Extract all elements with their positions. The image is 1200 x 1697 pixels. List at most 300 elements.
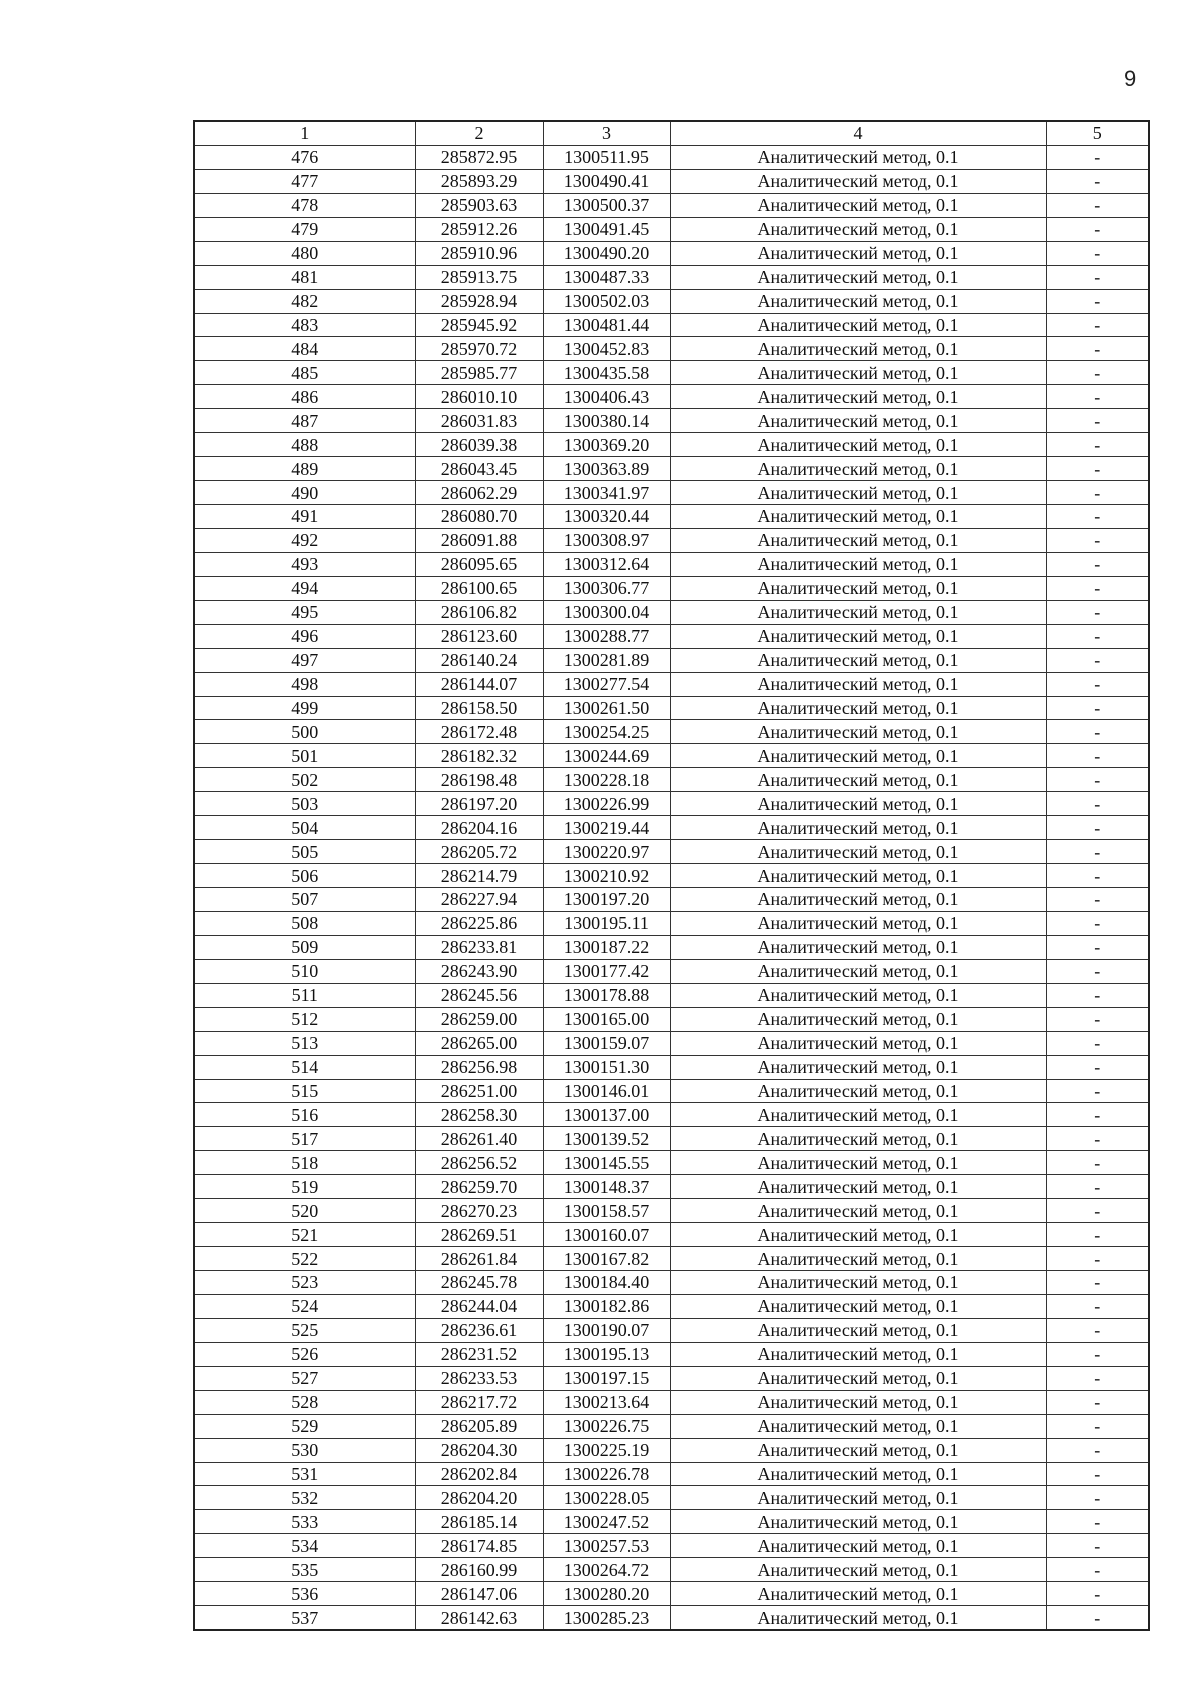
x-coordinate-cell: 285872.95 <box>415 145 543 169</box>
point-number-cell: 517 <box>194 1127 415 1151</box>
note-cell: - <box>1046 959 1149 983</box>
method-cell: Аналитический метод, 0.1 <box>670 911 1046 935</box>
method-cell: Аналитический метод, 0.1 <box>670 792 1046 816</box>
point-number-cell: 516 <box>194 1103 415 1127</box>
x-coordinate-cell: 286245.56 <box>415 983 543 1007</box>
y-coordinate-cell: 1300160.07 <box>543 1223 670 1247</box>
method-cell: Аналитический метод, 0.1 <box>670 1606 1046 1630</box>
point-number-cell: 531 <box>194 1462 415 1486</box>
point-number-cell: 513 <box>194 1031 415 1055</box>
note-cell: - <box>1046 840 1149 864</box>
x-coordinate-cell: 286182.32 <box>415 744 543 768</box>
table-row <box>194 1558 1149 1582</box>
point-number-cell: 494 <box>194 576 415 600</box>
y-coordinate-cell: 1300197.15 <box>543 1366 670 1390</box>
y-coordinate-cell: 1300308.97 <box>543 528 670 552</box>
point-number-cell: 521 <box>194 1223 415 1247</box>
y-coordinate-cell: 1300312.64 <box>543 552 670 576</box>
method-cell: Аналитический метод, 0.1 <box>670 1294 1046 1318</box>
table-row <box>194 1271 1149 1295</box>
y-coordinate-cell: 1300487.33 <box>543 265 670 289</box>
y-coordinate-cell: 1300146.01 <box>543 1079 670 1103</box>
y-coordinate-cell: 1300195.13 <box>543 1342 670 1366</box>
note-cell: - <box>1046 888 1149 912</box>
method-cell: Аналитический метод, 0.1 <box>670 744 1046 768</box>
note-cell: - <box>1046 1414 1149 1438</box>
x-coordinate-cell: 286265.00 <box>415 1031 543 1055</box>
point-number-cell: 510 <box>194 959 415 983</box>
x-coordinate-cell: 286106.82 <box>415 600 543 624</box>
method-cell: Аналитический метод, 0.1 <box>670 1414 1046 1438</box>
note-cell: - <box>1046 265 1149 289</box>
x-coordinate-cell: 286269.51 <box>415 1223 543 1247</box>
point-number-cell: 530 <box>194 1438 415 1462</box>
note-cell: - <box>1046 768 1149 792</box>
note-cell: - <box>1046 481 1149 505</box>
x-coordinate-cell: 286259.70 <box>415 1175 543 1199</box>
note-cell: - <box>1046 792 1149 816</box>
point-number-cell: 487 <box>194 409 415 433</box>
point-number-cell: 491 <box>194 505 415 529</box>
coordinates-table <box>193 120 1150 1631</box>
table-header-row <box>194 121 1149 145</box>
y-coordinate-cell: 1300178.88 <box>543 983 670 1007</box>
x-coordinate-cell: 286205.72 <box>415 840 543 864</box>
point-number-cell: 499 <box>194 696 415 720</box>
point-number-cell: 488 <box>194 433 415 457</box>
x-coordinate-cell: 286160.99 <box>415 1558 543 1582</box>
table-row <box>194 648 1149 672</box>
y-coordinate-cell: 1300502.03 <box>543 289 670 313</box>
method-cell: Аналитический метод, 0.1 <box>670 337 1046 361</box>
y-coordinate-cell: 1300247.52 <box>543 1510 670 1534</box>
note-cell: - <box>1046 911 1149 935</box>
method-cell: Аналитический метод, 0.1 <box>670 983 1046 1007</box>
method-cell: Аналитический метод, 0.1 <box>670 840 1046 864</box>
y-coordinate-cell: 1300280.20 <box>543 1582 670 1606</box>
table-row <box>194 528 1149 552</box>
note-cell: - <box>1046 528 1149 552</box>
method-cell: Аналитический метод, 0.1 <box>670 1342 1046 1366</box>
method-cell: Аналитический метод, 0.1 <box>670 1223 1046 1247</box>
y-coordinate-cell: 1300490.20 <box>543 241 670 265</box>
point-number-cell: 482 <box>194 289 415 313</box>
method-cell: Аналитический метод, 0.1 <box>670 193 1046 217</box>
x-coordinate-cell: 286251.00 <box>415 1079 543 1103</box>
header-col-5: 5 <box>1046 121 1149 145</box>
x-coordinate-cell: 286080.70 <box>415 505 543 529</box>
note-cell: - <box>1046 193 1149 217</box>
table-row <box>194 505 1149 529</box>
y-coordinate-cell: 1300277.54 <box>543 672 670 696</box>
point-number-cell: 508 <box>194 911 415 935</box>
table-row <box>194 337 1149 361</box>
table-row <box>194 744 1149 768</box>
note-cell: - <box>1046 1486 1149 1510</box>
note-cell: - <box>1046 457 1149 481</box>
method-cell: Аналитический метод, 0.1 <box>670 385 1046 409</box>
y-coordinate-cell: 1300285.23 <box>543 1606 670 1630</box>
table-row <box>194 1247 1149 1271</box>
x-coordinate-cell: 286185.14 <box>415 1510 543 1534</box>
x-coordinate-cell: 286174.85 <box>415 1534 543 1558</box>
note-cell: - <box>1046 1223 1149 1247</box>
y-coordinate-cell: 1300151.30 <box>543 1055 670 1079</box>
table-row <box>194 624 1149 648</box>
note-cell: - <box>1046 1318 1149 1342</box>
point-number-cell: 525 <box>194 1318 415 1342</box>
point-number-cell: 480 <box>194 241 415 265</box>
table-row <box>194 1031 1149 1055</box>
method-cell: Аналитический метод, 0.1 <box>670 816 1046 840</box>
y-coordinate-cell: 1300281.89 <box>543 648 670 672</box>
x-coordinate-cell: 286233.81 <box>415 935 543 959</box>
method-cell: Аналитический метод, 0.1 <box>670 1558 1046 1582</box>
y-coordinate-cell: 1300165.00 <box>543 1007 670 1031</box>
method-cell: Аналитический метод, 0.1 <box>670 648 1046 672</box>
method-cell: Аналитический метод, 0.1 <box>670 1366 1046 1390</box>
table-row <box>194 265 1149 289</box>
header-col-4: 4 <box>670 121 1046 145</box>
table-row <box>194 289 1149 313</box>
method-cell: Аналитический метод, 0.1 <box>670 1079 1046 1103</box>
y-coordinate-cell: 1300226.75 <box>543 1414 670 1438</box>
y-coordinate-cell: 1300511.95 <box>543 145 670 169</box>
x-coordinate-cell: 286227.94 <box>415 888 543 912</box>
x-coordinate-cell: 285945.92 <box>415 313 543 337</box>
method-cell: Аналитический метод, 0.1 <box>670 1175 1046 1199</box>
x-coordinate-cell: 286217.72 <box>415 1390 543 1414</box>
note-cell: - <box>1046 1103 1149 1127</box>
y-coordinate-cell: 1300254.25 <box>543 720 670 744</box>
method-cell: Аналитический метод, 0.1 <box>670 959 1046 983</box>
table-row <box>194 864 1149 888</box>
x-coordinate-cell: 286204.16 <box>415 816 543 840</box>
x-coordinate-cell: 286144.07 <box>415 672 543 696</box>
method-cell: Аналитический метод, 0.1 <box>670 241 1046 265</box>
x-coordinate-cell: 286031.83 <box>415 409 543 433</box>
y-coordinate-cell: 1300225.19 <box>543 1438 670 1462</box>
page-number: 9 <box>1124 66 1137 91</box>
point-number-cell: 501 <box>194 744 415 768</box>
y-coordinate-cell: 1300182.86 <box>543 1294 670 1318</box>
method-cell: Аналитический метод, 0.1 <box>670 1127 1046 1151</box>
table-row <box>194 840 1149 864</box>
method-cell: Аналитический метод, 0.1 <box>670 1247 1046 1271</box>
y-coordinate-cell: 1300210.92 <box>543 864 670 888</box>
y-coordinate-cell: 1300167.82 <box>543 1247 670 1271</box>
method-cell: Аналитический метод, 0.1 <box>670 1534 1046 1558</box>
table-row <box>194 768 1149 792</box>
table-row <box>194 1534 1149 1558</box>
note-cell: - <box>1046 744 1149 768</box>
y-coordinate-cell: 1300264.72 <box>543 1558 670 1582</box>
x-coordinate-cell: 286245.78 <box>415 1271 543 1295</box>
table-row <box>194 241 1149 265</box>
point-number-cell: 515 <box>194 1079 415 1103</box>
point-number-cell: 523 <box>194 1271 415 1295</box>
x-coordinate-cell: 286259.00 <box>415 1007 543 1031</box>
note-cell: - <box>1046 983 1149 1007</box>
y-coordinate-cell: 1300500.37 <box>543 193 670 217</box>
note-cell: - <box>1046 409 1149 433</box>
table-row <box>194 600 1149 624</box>
y-coordinate-cell: 1300213.64 <box>543 1390 670 1414</box>
point-number-cell: 533 <box>194 1510 415 1534</box>
table-row <box>194 983 1149 1007</box>
note-cell: - <box>1046 624 1149 648</box>
point-number-cell: 479 <box>194 217 415 241</box>
table-row <box>194 1103 1149 1127</box>
note-cell: - <box>1046 1007 1149 1031</box>
method-cell: Аналитический метод, 0.1 <box>670 1031 1046 1055</box>
table-row <box>194 217 1149 241</box>
table-row <box>194 935 1149 959</box>
point-number-cell: 520 <box>194 1199 415 1223</box>
table-row <box>194 1438 1149 1462</box>
point-number-cell: 509 <box>194 935 415 959</box>
table-row <box>194 1462 1149 1486</box>
note-cell: - <box>1046 600 1149 624</box>
y-coordinate-cell: 1300481.44 <box>543 313 670 337</box>
note-cell: - <box>1046 1510 1149 1534</box>
method-cell: Аналитический метод, 0.1 <box>670 768 1046 792</box>
method-cell: Аналитический метод, 0.1 <box>670 1055 1046 1079</box>
point-number-cell: 493 <box>194 552 415 576</box>
x-coordinate-cell: 286261.84 <box>415 1247 543 1271</box>
point-number-cell: 478 <box>194 193 415 217</box>
note-cell: - <box>1046 648 1149 672</box>
note-cell: - <box>1046 1055 1149 1079</box>
point-number-cell: 483 <box>194 313 415 337</box>
y-coordinate-cell: 1300257.53 <box>543 1534 670 1558</box>
point-number-cell: 536 <box>194 1582 415 1606</box>
table-row <box>194 1151 1149 1175</box>
point-number-cell: 527 <box>194 1366 415 1390</box>
table-row <box>194 193 1149 217</box>
header-col-1: 1 <box>194 121 415 145</box>
table-row <box>194 385 1149 409</box>
note-cell: - <box>1046 1271 1149 1295</box>
method-cell: Аналитический метод, 0.1 <box>670 576 1046 600</box>
method-cell: Аналитический метод, 0.1 <box>670 1318 1046 1342</box>
method-cell: Аналитический метод, 0.1 <box>670 217 1046 241</box>
note-cell: - <box>1046 1031 1149 1055</box>
table-row <box>194 361 1149 385</box>
note-cell: - <box>1046 241 1149 265</box>
table-row <box>194 1223 1149 1247</box>
method-cell: Аналитический метод, 0.1 <box>670 265 1046 289</box>
note-cell: - <box>1046 1534 1149 1558</box>
note-cell: - <box>1046 1199 1149 1223</box>
x-coordinate-cell: 286233.53 <box>415 1366 543 1390</box>
method-cell: Аналитический метод, 0.1 <box>670 935 1046 959</box>
y-coordinate-cell: 1300195.11 <box>543 911 670 935</box>
y-coordinate-cell: 1300226.99 <box>543 792 670 816</box>
header-col-3: 3 <box>543 121 670 145</box>
note-cell: - <box>1046 433 1149 457</box>
x-coordinate-cell: 285928.94 <box>415 289 543 313</box>
y-coordinate-cell: 1300406.43 <box>543 385 670 409</box>
note-cell: - <box>1046 672 1149 696</box>
method-cell: Аналитический метод, 0.1 <box>670 624 1046 648</box>
y-coordinate-cell: 1300491.45 <box>543 217 670 241</box>
note-cell: - <box>1046 1079 1149 1103</box>
table-row <box>194 1414 1149 1438</box>
note-cell: - <box>1046 289 1149 313</box>
note-cell: - <box>1046 1390 1149 1414</box>
method-cell: Аналитический метод, 0.1 <box>670 1199 1046 1223</box>
y-coordinate-cell: 1300228.05 <box>543 1486 670 1510</box>
x-coordinate-cell: 285985.77 <box>415 361 543 385</box>
x-coordinate-cell: 286231.52 <box>415 1342 543 1366</box>
method-cell: Аналитический метод, 0.1 <box>670 1271 1046 1295</box>
note-cell: - <box>1046 1342 1149 1366</box>
method-cell: Аналитический метод, 0.1 <box>670 888 1046 912</box>
note-cell: - <box>1046 1582 1149 1606</box>
note-cell: - <box>1046 816 1149 840</box>
note-cell: - <box>1046 1438 1149 1462</box>
table-row <box>194 1079 1149 1103</box>
x-coordinate-cell: 286010.10 <box>415 385 543 409</box>
method-cell: Аналитический метод, 0.1 <box>670 1486 1046 1510</box>
table-row <box>194 888 1149 912</box>
point-number-cell: 484 <box>194 337 415 361</box>
y-coordinate-cell: 1300145.55 <box>543 1151 670 1175</box>
y-coordinate-cell: 1300220.97 <box>543 840 670 864</box>
method-cell: Аналитический метод, 0.1 <box>670 313 1046 337</box>
point-number-cell: 528 <box>194 1390 415 1414</box>
x-coordinate-cell: 286140.24 <box>415 648 543 672</box>
point-number-cell: 496 <box>194 624 415 648</box>
method-cell: Аналитический метод, 0.1 <box>670 1390 1046 1414</box>
point-number-cell: 498 <box>194 672 415 696</box>
point-number-cell: 534 <box>194 1534 415 1558</box>
table-row <box>194 792 1149 816</box>
point-number-cell: 522 <box>194 1247 415 1271</box>
x-coordinate-cell: 286197.20 <box>415 792 543 816</box>
y-coordinate-cell: 1300177.42 <box>543 959 670 983</box>
x-coordinate-cell: 286243.90 <box>415 959 543 983</box>
point-number-cell: 500 <box>194 720 415 744</box>
method-cell: Аналитический метод, 0.1 <box>670 696 1046 720</box>
y-coordinate-cell: 1300219.44 <box>543 816 670 840</box>
y-coordinate-cell: 1300306.77 <box>543 576 670 600</box>
x-coordinate-cell: 286258.30 <box>415 1103 543 1127</box>
point-number-cell: 524 <box>194 1294 415 1318</box>
x-coordinate-cell: 286043.45 <box>415 457 543 481</box>
x-coordinate-cell: 286205.89 <box>415 1414 543 1438</box>
y-coordinate-cell: 1300380.14 <box>543 409 670 433</box>
point-number-cell: 514 <box>194 1055 415 1079</box>
table-row <box>194 1294 1149 1318</box>
x-coordinate-cell: 286261.40 <box>415 1127 543 1151</box>
method-cell: Аналитический метод, 0.1 <box>670 1510 1046 1534</box>
y-coordinate-cell: 1300139.52 <box>543 1127 670 1151</box>
x-coordinate-cell: 285893.29 <box>415 169 543 193</box>
method-cell: Аналитический метод, 0.1 <box>670 505 1046 529</box>
note-cell: - <box>1046 1462 1149 1486</box>
note-cell: - <box>1046 169 1149 193</box>
x-coordinate-cell: 285903.63 <box>415 193 543 217</box>
table-row <box>194 145 1149 169</box>
x-coordinate-cell: 286236.61 <box>415 1318 543 1342</box>
note-cell: - <box>1046 1175 1149 1199</box>
note-cell: - <box>1046 1558 1149 1582</box>
x-coordinate-cell: 286202.84 <box>415 1462 543 1486</box>
table-row <box>194 959 1149 983</box>
table-row <box>194 552 1149 576</box>
method-cell: Аналитический метод, 0.1 <box>670 1462 1046 1486</box>
method-cell: Аналитический метод, 0.1 <box>670 409 1046 433</box>
point-number-cell: 502 <box>194 768 415 792</box>
y-coordinate-cell: 1300137.00 <box>543 1103 670 1127</box>
y-coordinate-cell: 1300261.50 <box>543 696 670 720</box>
x-coordinate-cell: 285910.96 <box>415 241 543 265</box>
method-cell: Аналитический метод, 0.1 <box>670 145 1046 169</box>
y-coordinate-cell: 1300184.40 <box>543 1271 670 1295</box>
y-coordinate-cell: 1300190.07 <box>543 1318 670 1342</box>
table-row <box>194 1582 1149 1606</box>
point-number-cell: 512 <box>194 1007 415 1031</box>
y-coordinate-cell: 1300244.69 <box>543 744 670 768</box>
x-coordinate-cell: 286256.98 <box>415 1055 543 1079</box>
x-coordinate-cell: 286062.29 <box>415 481 543 505</box>
point-number-cell: 506 <box>194 864 415 888</box>
method-cell: Аналитический метод, 0.1 <box>670 433 1046 457</box>
y-coordinate-cell: 1300288.77 <box>543 624 670 648</box>
x-coordinate-cell: 286198.48 <box>415 768 543 792</box>
method-cell: Аналитический метод, 0.1 <box>670 169 1046 193</box>
note-cell: - <box>1046 1247 1149 1271</box>
note-cell: - <box>1046 864 1149 888</box>
x-coordinate-cell: 285913.75 <box>415 265 543 289</box>
note-cell: - <box>1046 385 1149 409</box>
y-coordinate-cell: 1300226.78 <box>543 1462 670 1486</box>
x-coordinate-cell: 286256.52 <box>415 1151 543 1175</box>
method-cell: Аналитический метод, 0.1 <box>670 1007 1046 1031</box>
point-number-cell: 492 <box>194 528 415 552</box>
y-coordinate-cell: 1300187.22 <box>543 935 670 959</box>
note-cell: - <box>1046 505 1149 529</box>
method-cell: Аналитический метод, 0.1 <box>670 1103 1046 1127</box>
x-coordinate-cell: 286147.06 <box>415 1582 543 1606</box>
y-coordinate-cell: 1300148.37 <box>543 1175 670 1199</box>
method-cell: Аналитический метод, 0.1 <box>670 1151 1046 1175</box>
note-cell: - <box>1046 1366 1149 1390</box>
table-row <box>194 1055 1149 1079</box>
x-coordinate-cell: 286123.60 <box>415 624 543 648</box>
method-cell: Аналитический метод, 0.1 <box>670 864 1046 888</box>
note-cell: - <box>1046 935 1149 959</box>
method-cell: Аналитический метод, 0.1 <box>670 528 1046 552</box>
method-cell: Аналитический метод, 0.1 <box>670 720 1046 744</box>
x-coordinate-cell: 286172.48 <box>415 720 543 744</box>
table-row <box>194 720 1149 744</box>
x-coordinate-cell: 286095.65 <box>415 552 543 576</box>
point-number-cell: 486 <box>194 385 415 409</box>
point-number-cell: 504 <box>194 816 415 840</box>
method-cell: Аналитический метод, 0.1 <box>670 600 1046 624</box>
point-number-cell: 476 <box>194 145 415 169</box>
point-number-cell: 507 <box>194 888 415 912</box>
table-row <box>194 481 1149 505</box>
table-row <box>194 1342 1149 1366</box>
x-coordinate-cell: 285970.72 <box>415 337 543 361</box>
point-number-cell: 526 <box>194 1342 415 1366</box>
table-row <box>194 911 1149 935</box>
note-cell: - <box>1046 576 1149 600</box>
